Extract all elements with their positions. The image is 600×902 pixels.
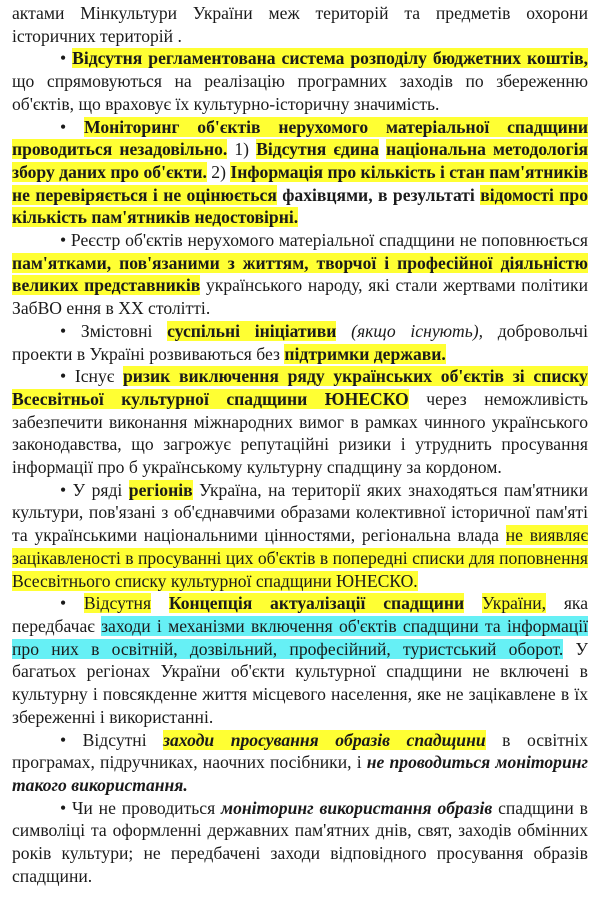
text-run: 1) (227, 139, 257, 160)
text-run: моніторинг використання образів (221, 797, 493, 818)
text-run (379, 139, 386, 159)
bullet-icon: • (60, 479, 73, 500)
highlighted-text: національна методологія збору даних про об'єкти. (12, 139, 589, 182)
bullet-item-symbol-monitoring (12, 797, 588, 888)
text-run: фахівцями, в результаті (276, 184, 481, 205)
highlighted-text: відомості про кількість пам'ятників недостовірні. (12, 184, 589, 228)
bullet-icon: • (60, 593, 84, 614)
text-run: в освітніх програмах, підручниках, наочних посібники, і (12, 729, 589, 773)
bullet-icon: • (60, 230, 71, 251)
bullet-item-public-initiatives (12, 320, 588, 365)
highlighted-text: не виявляє зацікавленості в просуванні цих об'єктів в попередні списки для поповнення Всесвітнього списку культурної спадщини ЮНЕСКО. (12, 525, 589, 591)
text-run (151, 593, 169, 613)
bullet-icon: • (60, 729, 83, 750)
text-run: У багатьох регіонах України об'єкти культурної спадщини не включені в культурну і повсякденне життя місцевого населення, яке не зацікавлене в їх збереженні і використанні. (12, 638, 589, 727)
highlighted-text: Відсутня регламентована система розподілу бюджетних коштів, (72, 48, 588, 69)
highlighted-text: суспільні ініціативи (167, 320, 337, 341)
bullet-item-unesco-risk (12, 365, 588, 479)
highlighted-text: пам'ятками, пов'язаними з життям, творчої і професійної діяльністю великих представників (12, 252, 588, 296)
text-run: що спрямовуються на реалізацію програмних заходів по збереженню об'єктів, що враховує їх культурно-історичну значимість. (12, 71, 588, 114)
text-run: актами Мінкультури України меж територій та предметів охорони історичних територій . (12, 3, 588, 46)
text-run: У ряді (72, 479, 129, 500)
text-run: Відсутні (82, 729, 164, 750)
text-run (464, 593, 482, 613)
bullet-item-regions (12, 479, 588, 593)
bullet-item-budget (12, 47, 588, 115)
highlighted-text: Відсутня (83, 593, 152, 614)
highlighted-text: регіонів (128, 479, 193, 500)
text-run: Змістовні (80, 320, 168, 341)
bullet-icon: • (60, 320, 81, 341)
text-run: українського народу, які стали жертвами політики ЗабВО ення в ХХ столітті. (12, 275, 588, 319)
text-run: через неможливість забезпечити виконання міжнародних вимог в рамках чинного українського законодавства, що загрожує репутаційні ризики і утруднить просування інформації про б українському культурну спадщину за кордоном. (12, 388, 588, 478)
text-run: Україна, на території яких знаходяться пам'ятники культури, пов'язані з об'єднавчими образами колективної історичної пам'яті та українськими національними цінностями, регіональна влада (12, 479, 589, 546)
text-run: яка передбачає (12, 593, 589, 636)
bullet-icon: • (60, 366, 75, 387)
text-run (336, 321, 351, 341)
bullet-item-monitoring (12, 116, 588, 230)
paragraph-continuation (12, 2, 588, 47)
highlighted-text: заходи просування образів спадщини (163, 729, 486, 750)
text-run: (якщо існують), (351, 320, 484, 341)
highlighted-text: України, (481, 593, 547, 614)
highlighted-text: Відсутня єдина (256, 139, 379, 160)
highlighted-text: ризик виключення ряду українських об'єктів зі списку Всесвітньої культурної спадщини ЮНЕСКО (12, 366, 588, 409)
bullet-icon: • (60, 116, 84, 137)
text-run: 2) (206, 161, 231, 182)
highlighted-text: Моніторинг об'єктів нерухомого матеріальної спадщини проводиться незадовільно. (12, 116, 589, 160)
bullet-icon: • (60, 797, 72, 818)
text-run: спадщини в символіці та оформленні державних пам'ятних днів, свят, заходів обмінних років культури; не передбачені заходи відповідного просування образів спадщини. (12, 797, 588, 886)
highlighted-text: Інформація про кількість і стан пам'ятників не перевіряється і не оцінюється (12, 161, 589, 205)
highlighted-text: Концепція актуалізації спадщини (168, 593, 465, 614)
highlighted-text: заходи і механізми включення об'єктів спадщини та інформації про них в освітній, дозвільний, професійний, туристський оборот. (12, 615, 588, 659)
bullet-item-registry (12, 229, 588, 320)
text-run: не проводиться моніторинг такого використання. (12, 752, 588, 795)
text-run: добровольчі проекти в Україні розвиваються без (12, 320, 588, 364)
highlighted-text: підтримки держави. (284, 343, 446, 364)
text-run: Існує (74, 366, 124, 387)
bullet-icon: • (60, 48, 73, 69)
bullet-item-promotion-measures (12, 729, 588, 797)
text-run: Чи не проводиться (72, 797, 222, 818)
text-run: Реєстр об'єктів нерухомого матеріальної спадщини не поповнюється (70, 230, 588, 251)
bullet-item-heritage-concept (12, 592, 588, 728)
